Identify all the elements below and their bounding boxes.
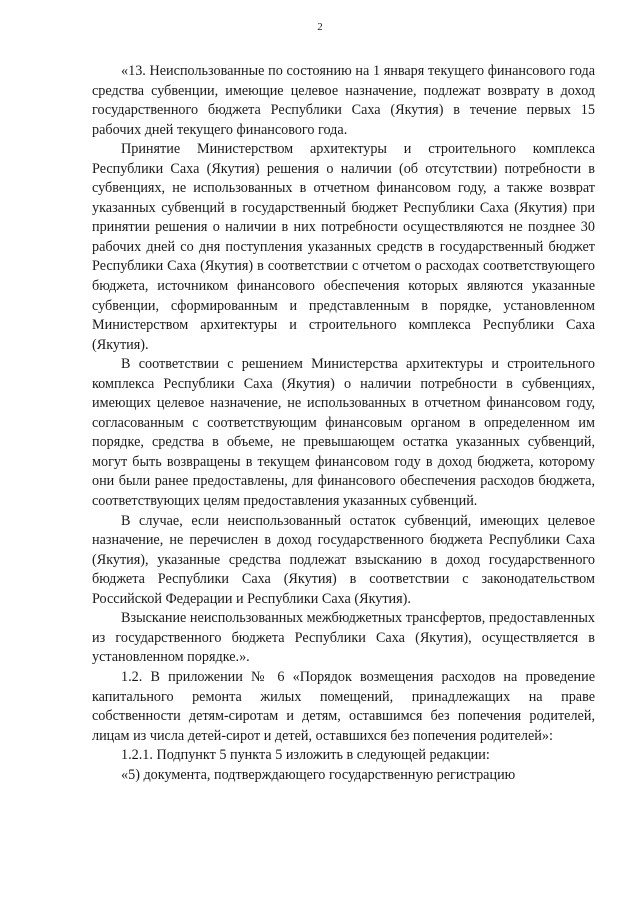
page-number: 2 (317, 21, 323, 33)
paragraph-item-13: «13. Неиспользованные по состоянию на 1 января текущего финансового года средства субвенции, имеющие целевое назначение, подлежат возврату в доход государственного бюджета Республики Саха (Якутия) в течение первых 15 рабочих дней текущего финансового года. (92, 63, 595, 138)
document-body (92, 62, 595, 785)
paragraph-recovery-procedure: Взыскание неиспользованных межбюджетных трансфертов, предоставленных из государственного бюджета Республики Саха (Якутия), осуществляется в установленном порядке.». (92, 610, 595, 666)
paragraph-decision-on-need: Принятие Министерством архитектуры и строительного комплекса Республики Саха (Якутия) решения о наличии (об отсутствии) потребности в субвенциях, не использованных в отчетном финансовом году, а также возврат указанных субвенций в государственный бюджет Республики Саха (Якутия) при принятии решения о наличии в них потребности осуществляются не позднее 30 рабочих дней со дня поступления указанных средств в государственный бюджет Республики Саха (Якутия) в соответствии с отчетом о расходах соответствующего бюджета, источником финансового обеспечения которых являются указанные субвенции, сформированным и представленным в порядке, установленном Министерством архитектуры и строительного комплекса Республики Саха (Якутия). (92, 141, 595, 353)
paragraph-return-of-funds: В соответствии с решением Министерства архитектуры и строительного комплекса Республики Саха (Якутия) о наличии потребности в субвенциях, имеющих целевое назначение, не использованных в отчетном финансовом году, согласованным с соответствующим финансовым органом в определенном им порядке, средства в объеме, не превышающем остатка указанных субвенций, могут быть возвращены в текущем финансовом году в доход бюджета, которому они были ранее предоставлены, для финансового обеспечения расходов бюджета, соответствующих целям предоставления указанных субвенций. (92, 356, 595, 510)
paragraph-recovery-of-balance: В случае, если неиспользованный остаток субвенций, имеющих целевое назначение, не перечислен в доход государственного бюджета Республики Саха (Якутия), указанные средства подлежат взысканию в доход государственного бюджета Республики Саха (Якутия) в соответствии с законодательством Российской Федерации и Республики Саха (Якутия). (92, 512, 595, 607)
paragraph-item-1-2-1: 1.2.1. Подпункт 5 пункта 5 изложить в следующей редакции: (121, 747, 490, 764)
paragraph-item-1-2: 1.2. В приложении № 6 «Порядок возмещения расходов на проведение капитального ремонта жилых помещений, принадлежащих на праве собственности детям-сиротам и детям, оставшимся без попечения родителей, лицам из числа детей-сирот и детей, оставшихся без попечения родителей»: (92, 668, 595, 744)
paragraph-subitem-5: «5) документа, подтверждающего государственную регистрацию (121, 766, 516, 783)
